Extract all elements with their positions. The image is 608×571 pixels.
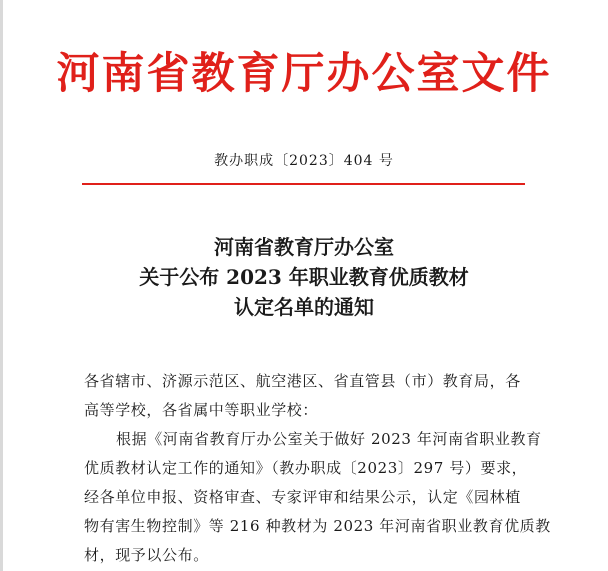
body-line-2: 高等学校，各省属中等职业学校： — [84, 401, 319, 419]
document-title — [0, 232, 608, 322]
body-line-6: 物有害生物控制》等 216 种教材为 2023 年河南省职业教育优质教 — [84, 517, 551, 535]
title-line-1: 河南省教育厅办公室 — [214, 235, 394, 259]
body-line-1: 各省辖市、济源示范区、航空港区、省直管县（市）教育局，各 — [84, 372, 521, 390]
document-number: 教办职成〔2023〕404 号 — [214, 153, 394, 169]
body-line-7: 材，现予以公布。 — [84, 546, 209, 564]
document-body — [84, 367, 551, 570]
body-line-3: 根据《河南省教育厅办公室关于做好 2023 年河南省职业教育 — [116, 430, 542, 448]
body-line-4: 优质教材认定工作的通知》（教办职成〔2023〕297 号）要求， — [84, 459, 528, 477]
body-line-5: 经各单位申报、资格审查、专家评审和结果公示，认定《园林植 — [84, 488, 521, 506]
title-line-3: 认定名单的通知 — [234, 295, 374, 319]
title-line-2: 关于公布 2023 年职业教育优质教材 — [139, 265, 469, 289]
red-divider-line — [82, 183, 525, 185]
masthead-title: 河南省教育厅办公室文件 — [56, 49, 552, 99]
